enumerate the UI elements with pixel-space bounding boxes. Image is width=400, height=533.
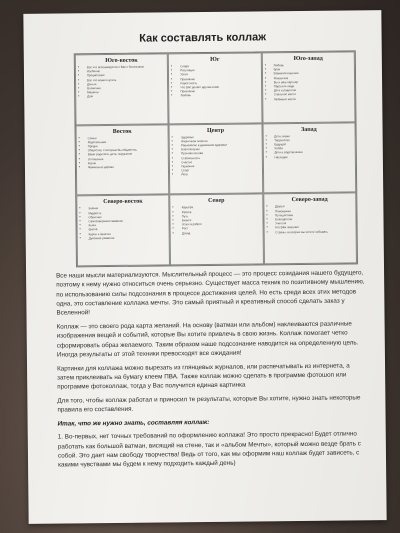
grid-cell-item: • Слава [180,63,256,68]
grid-cell-item: • Все что ассоциируется с Вас с богатством [87,64,163,69]
grid-cell-title: Юг [210,56,220,63]
grid-cell-item: • Брак [274,67,350,72]
grid-cell-item: • Машины [87,90,163,95]
grid-cell-item: • Взаимоотношения [274,71,350,76]
document-page [23,10,386,524]
paragraph-collage-definition: Коллаж — это своего рода карта желаний. На основу (ватман или альбом) наклеиваются различные изображения вещей и событий, которые Вы хотите привлечь в свою жизнь. Коллаж помогает четко сформировать образ желаемого. Таким образом наше подсознание наводится на определенную цель. Иногда результаты от этой техники превосходят все ожидания! [56,320,359,359]
grid-cell-list [80,64,164,98]
grid-cell-item: • Дети, внуки [274,133,350,138]
grid-cell-item: • Книги [89,223,165,228]
grid-cell-title: Запад [301,126,317,133]
grid-cell-item: • Успех [180,72,256,77]
grid-cell-item: • Что Вас делает другим в вас [180,84,256,89]
document-title: Как составлять коллаж [139,31,267,45]
grid-cell [262,122,356,194]
grid-cell-list [268,204,352,234]
grid-cell-list [81,135,165,169]
grid-cell-item: • Помощники [275,208,351,213]
grid-cell-item: • Обучение [88,214,164,219]
grid-cell-item: • Работа [182,209,258,214]
grid-cell-list [81,206,165,240]
grid-cell-item: • Курсы и занятия [89,231,165,236]
grid-cell [169,123,263,195]
grid-cell-item: • Рост [182,226,258,231]
grid-cell-item: • Общество, с которым Вы общаетесь [88,148,164,153]
grid-cell-item: • Самосовершенствование [88,218,164,223]
grid-cell-list [267,133,351,159]
paragraph-rule-1: 1. Во-первых, нет точных требований по оформлению коллажа! Это просто прекрасно! Будет отлично работать как большой ватман, висящий на стене, так и «альбом Мечты», который можно везде брать с собой. Это дает нам свободу творчества! Ведь от того, как мы оформим наш коллаж будет зависеть, с какими чувствами мы будем к нему подходить каждый день) [57,430,361,469]
grid-cell [76,195,170,267]
grid-cell-list [267,62,351,101]
grid-cell-item: • Любимые места [274,96,350,101]
grid-cell-item: • Стабильность [181,155,257,160]
grid-cell-title: Центр [206,127,225,134]
grid-cell-item: • Дети и родители [274,88,350,93]
grid-cell-item: • Вы и ваш партнер [274,79,350,84]
grid-cell-title: Юго-восток [105,57,138,65]
grid-cell-item: • Родственники [88,139,164,144]
grid-cell-item: • Пара или люди [274,83,350,88]
grid-cell-item: • Признание [180,89,256,94]
grid-cell-item: • Спальное место [274,92,350,97]
grid-cell [263,193,357,265]
grid-cell-item: • Процветание [87,73,163,78]
grid-cell-item: • Известность [180,80,256,85]
grid-cell [170,194,264,266]
grid-cell-item: • Йога [181,172,257,177]
grid-cell-item: • Доход [182,230,258,235]
paragraph-rules: Для того, чтобы коллаж работал и приносил те результаты, которые Вы хотите, нужно знать некоторые правила его составления. [57,394,361,414]
grid-cell-item: • Счастье [181,159,257,164]
grid-cell-item: • Карьера [182,205,258,210]
grid-cell-item: • Жизненная энергия [181,138,257,143]
grid-cell-item: • Любовь [274,62,350,67]
grid-cell-item: • Хобби [274,146,350,151]
grid-cell-item: • Учителя [275,221,351,226]
grid-cell-list [173,63,257,97]
bagua-grid [74,50,358,267]
grid-cell-title: Север [208,198,225,205]
grid-cell-item: • Мудрость [88,210,164,215]
grid-cell-item: • Знания [88,206,164,211]
section-heading: Итак, что же нужно знать, составляя коллаж: [57,419,210,428]
grid-cell-item: • Благодетели [275,216,351,221]
grid-cell-title: Юго-запад [293,55,323,63]
grid-cell [75,53,169,125]
grid-cell-list [175,205,259,235]
document-body [56,268,368,474]
grid-cell-item: • Ваши родители, дети, окружение [88,152,164,157]
grid-cell-item: • Признание [180,76,256,81]
grid-cell-title: Северо-запад [291,197,328,204]
grid-cell-item: • Путь [182,213,258,218]
grid-cell-item: • Предки [88,143,164,148]
grid-cell-title: Северо-восток [103,198,143,206]
grid-cell-item: • Страны, в которых вы хотите побывать [275,229,351,234]
grid-cell-item: • Спорт [181,168,257,173]
grid-cell-item: • Вложения [87,85,163,90]
grid-cell-item: • Деньги [87,81,163,86]
paragraph-pictures: Картинки для коллажа можно вырезать из глянцевых журналов, или распечатывать из интернета, а затем приклеивать на бумагу клеем ПВА. Также коллаж можно сделать в программе фотошоп или программе фотоколлаж, тогда у Вас получится единая картинка [57,362,350,391]
grid-cell [168,52,262,124]
paragraph-intro: Все наши мысли материализуются. Мыслительный процесс — это процесс созидания нашего будущего, поэтому к нему нужно относиться очень серьезно. Существует масса техник по позитивному мышлению, по использованию силы подсознания в процессе достижения целей. Но есть среди всех этих методов одна, это составление коллажа мечты. Это самый приятный и креативный способ сделать заказ у Вселенной! [56,269,365,317]
grid-cell-item: • Гармония [181,164,257,169]
grid-cell-item: • Фамильное дерево [88,164,164,169]
grid-cell [76,124,170,196]
grid-cell-item: • Корни [88,160,164,165]
grid-cell-item: • Творчество [274,137,350,142]
grid-cell-list [174,134,258,177]
grid-cell-item: • Любовь [181,93,257,98]
grid-cell-item: • Путешествия [275,212,351,217]
grid-cell-item: • Отношения [88,156,164,161]
grid-cell-item: • Благополучие [181,147,257,152]
grid-cell-item: • Духовное развитие [89,235,165,240]
grid-cell-item: • Изобилие [87,69,163,74]
grid-cell-item: • Здоровье [181,134,257,139]
grid-cell [261,51,355,123]
grid-cell-item: • Школа [89,227,165,232]
grid-cell-item: • Прочная основа [181,151,257,156]
grid-cell-item: • Дети и родственники [274,150,350,155]
grid-cell-item: • Репутация [180,68,256,73]
grid-cell-item: • Бизнес [182,217,258,222]
grid-cell-item: • Семья [88,135,164,140]
grid-cell-item: • Дом [87,94,163,99]
grid-cell-title: Восток [112,128,132,135]
grid-cell-item: • Успех в работе [182,222,258,227]
grid-cell-item: • Кто Вам помогает [275,225,351,230]
grid-cell-item: • Наследие [274,154,350,159]
grid-cell-item: • Друзья [275,204,351,209]
grid-cell-item: • Романтика [274,75,350,80]
grid-cell-item: • Все что можно купить [87,77,163,82]
grid-cell-item: • Равновесие в душевном здоровье [181,143,257,148]
grid-cell-item: • Будущее [274,142,350,147]
